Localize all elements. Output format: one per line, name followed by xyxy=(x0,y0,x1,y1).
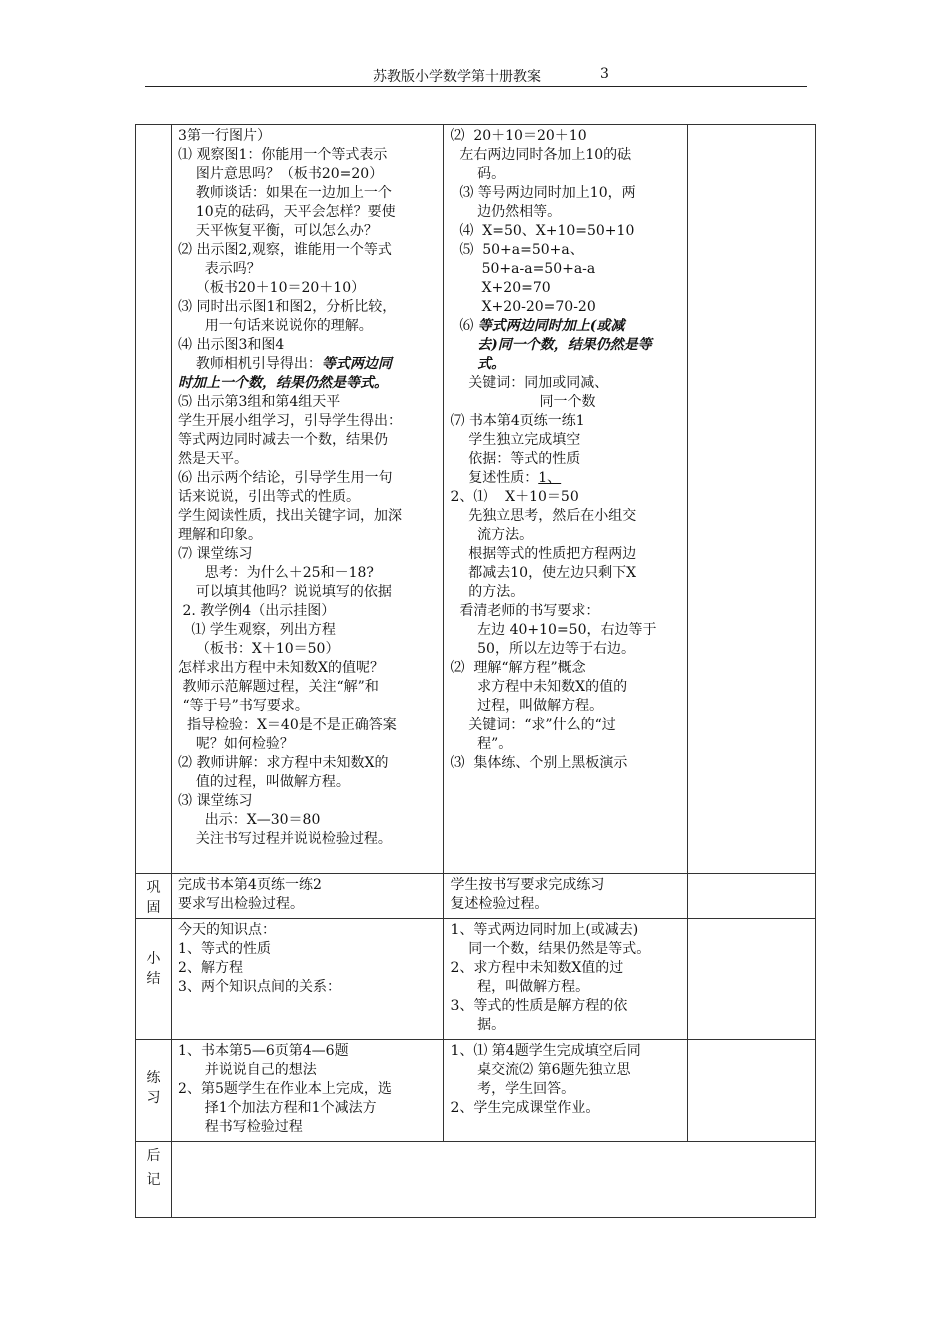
teacher-activity-cell xyxy=(172,1040,444,1142)
row-label-cell xyxy=(136,1142,172,1218)
notes-text xyxy=(688,874,815,880)
text-fragment: 教师相机引导得出： xyxy=(178,356,322,372)
text-line: ⑵ 理解“解方程”概念 xyxy=(450,660,586,676)
text-line: 求方程中未知数X的值的 xyxy=(450,679,628,695)
text-line: ⑹ 出示两个结论，引导学生用一句 xyxy=(178,470,393,486)
text-line: 理解和印象。 xyxy=(178,527,263,543)
teacher-activity-cell xyxy=(172,874,444,919)
key-conclusion-text: 去)同一个数，结果仍然是等 xyxy=(477,337,652,353)
text-line: 学生按书写要求完成练习 xyxy=(450,877,605,893)
text-line: ⑵ 出示图2,观察，谁能用一个等式 xyxy=(178,242,392,258)
text-line: ⑶ 集体练、个别上黑板演示 xyxy=(450,755,628,771)
text-line: 边仍然相等。 xyxy=(450,204,562,220)
text-line: 3、等式的性质是解方程的依 xyxy=(450,998,628,1014)
text-line: 依据：等式的性质 xyxy=(450,451,581,467)
text-line: 左边 40+10=50，右边等于 xyxy=(450,622,657,638)
summary-row xyxy=(136,919,816,1040)
teacher-activity-cell xyxy=(172,125,444,874)
text-line: 左右两边同时各加上10的砝 xyxy=(450,147,632,163)
text-line: 同一个数，结果仍然是等式。 xyxy=(450,941,651,957)
key-conclusion-text: 等式两边同 xyxy=(321,356,392,372)
text-line xyxy=(450,317,682,336)
text-line: 考，学生回答。 xyxy=(450,1081,576,1097)
row-label-char: 小 xyxy=(146,951,161,967)
text-line: ⑴ 学生观察，列出方程 xyxy=(178,622,336,638)
text-line: 根据等式的性质把方程两边 xyxy=(450,546,637,562)
text-line: 出示：X—30＝80 xyxy=(178,812,321,828)
text-line: ⑺ 书本第4页练一练1 xyxy=(450,413,585,429)
text-line: ⑸ 50+a=50+a、 xyxy=(450,242,584,258)
page-number: 3 xyxy=(600,66,609,82)
row-label-char: 后 xyxy=(146,1148,161,1164)
text-line: 看清老师的书写要求： xyxy=(450,603,600,619)
text-line: 话来说说，引出等式的性质。 xyxy=(178,489,361,505)
text-line: 码。 xyxy=(450,166,506,182)
text-line: 思考：为什么＋25和－18? xyxy=(178,565,374,581)
text-line: 用一句话来说说你的理解。 xyxy=(178,318,373,334)
text-line: 3、两个知识点间的关系： xyxy=(178,979,341,995)
row-label-cell xyxy=(136,919,172,1040)
text-line: 2. 教学例4（出示挂图） xyxy=(178,603,336,619)
notes-text xyxy=(688,125,815,131)
text-line: 2、求方程中未知数X值的过 xyxy=(450,960,624,976)
text-line: ⑷ X=50、X+10=50+10 xyxy=(450,223,635,239)
afterword-content-cell xyxy=(172,1142,816,1218)
text-line: X+20=70 xyxy=(450,280,551,296)
teaching-process-row xyxy=(136,125,816,874)
text-line: 表示吗？ xyxy=(178,261,261,277)
row-label-cell xyxy=(136,1040,172,1142)
text-line: 教师谈话：如果在一边加上一个 xyxy=(178,185,392,201)
text-line: 2、学生完成课堂作业。 xyxy=(450,1100,600,1116)
text-line: 据。 xyxy=(450,1017,506,1033)
text-line: 2、⑴ X＋10＝50 xyxy=(450,489,579,505)
text-fragment: ⑹ xyxy=(450,318,478,334)
text-line: 等式两边同时减去一个数，结果仍 xyxy=(178,432,389,448)
text-line: 今天的知识点： xyxy=(178,922,277,938)
student-activity-cell xyxy=(444,1040,687,1142)
text-line: 2、第5题学生在作业本上完成，选 xyxy=(178,1081,392,1097)
text-line: ⑺ 课堂练习 xyxy=(178,546,253,562)
row-label-char: 习 xyxy=(146,1090,161,1106)
text-line: （板书：X＋10＝50） xyxy=(178,641,340,657)
text-line: 图片意思吗？（板书20=20） xyxy=(178,166,384,182)
student-activity-cell xyxy=(444,874,687,919)
text-line: ⑶ 同时出示图1和图2，分析比较， xyxy=(178,299,397,315)
notes-text xyxy=(688,919,815,925)
text-line: 桌交流⑵ 第6题先独立思 xyxy=(450,1062,631,1078)
text-line: 都减去10，使左边只剩下X xyxy=(450,565,637,581)
student-activity-cell xyxy=(444,919,687,1040)
text-line: 关注书写过程并说说检验过程。 xyxy=(178,831,392,847)
text-line: 要求写出检验过程。 xyxy=(178,896,305,912)
key-conclusion-text: 等式两边同时加上(或减 xyxy=(477,318,625,334)
text-line: 1、等式两边同时加上(或减去) xyxy=(450,922,639,938)
notes-cell xyxy=(687,919,815,1040)
text-line: （板书20＋10＝20＋10） xyxy=(178,280,366,296)
notes-text xyxy=(688,1040,815,1046)
text-line: 完成书本第4页练一练2 xyxy=(178,877,322,893)
afterword-row xyxy=(136,1142,816,1218)
lesson-plan-table xyxy=(135,124,816,1218)
text-line: 择1个加法方程和1个减法方 xyxy=(178,1100,377,1116)
text-line: ⑶ 课堂练习 xyxy=(178,793,253,809)
row-label-cell xyxy=(136,874,172,919)
text-line: 的方法。 xyxy=(450,584,525,600)
text-line: 1、⑴ 第4题学生完成填空后同 xyxy=(450,1043,641,1059)
text-line: 学生阅读性质，找出关键字词，加深 xyxy=(178,508,403,524)
text-line: 指导检验：X＝40是不是正确答案 xyxy=(178,717,397,733)
row-label-char: 固 xyxy=(146,900,161,916)
text-line: 10克的砝码，天平会怎样？要使 xyxy=(178,204,396,220)
text-line xyxy=(450,355,682,374)
text-line: 关键词：同加或同减、 xyxy=(450,375,609,391)
key-conclusion-text: 式。 xyxy=(477,356,506,372)
text-line: ⑷ 出示图3和图4 xyxy=(178,337,285,353)
text-line: “等于号”书写要求。 xyxy=(178,698,309,714)
text-fragment: 复述性质： xyxy=(450,470,539,486)
row-label-char: 结 xyxy=(146,971,161,987)
underlined-text: 1、 xyxy=(538,470,562,486)
text-line: 天平恢复平衡，可以怎么办？ xyxy=(178,223,378,239)
text-line: X+20-20=70-20 xyxy=(450,299,596,315)
text-line: 呢？如何检验？ xyxy=(178,736,294,752)
text-line: 流方法。 xyxy=(450,527,534,543)
text-line xyxy=(450,336,682,355)
row-label-char: 巩 xyxy=(146,880,161,896)
text-line: 然是天平。 xyxy=(178,451,249,467)
text-line: 同一个数 xyxy=(450,394,596,410)
document-title: 苏教版小学数学第十册教案 xyxy=(373,69,541,85)
text-line: 1、书本第5—6页第4—6题 xyxy=(178,1043,349,1059)
text-line: 2、解方程 xyxy=(178,960,243,976)
text-line: 值的过程，叫做解方程。 xyxy=(178,774,350,790)
notes-cell xyxy=(687,874,815,919)
row-label-char: 记 xyxy=(146,1172,161,1188)
row-label-char: 练 xyxy=(146,1070,161,1086)
text-line: 复述检验过程。 xyxy=(450,896,549,912)
afterword-text xyxy=(172,1142,815,1148)
text-line: 可以填其他吗？说说填写的依据 xyxy=(178,584,392,600)
text-line: ⑴ 观察图1：你能用一个等式表示 xyxy=(178,147,388,163)
student-activity-cell xyxy=(444,125,687,874)
text-line: 并说说自己的想法 xyxy=(178,1062,317,1078)
page-header xyxy=(145,64,807,87)
text-line xyxy=(450,469,682,488)
text-line: ⑶ 等号两边同时加上10，两 xyxy=(450,185,636,201)
practice-row xyxy=(136,1040,816,1142)
text-line: 50+a-a=50+a-a xyxy=(450,261,596,277)
text-line: 程”。 xyxy=(450,736,513,752)
notes-cell xyxy=(687,1040,815,1142)
text-line: 怎样求出方程中未知数X的值呢？ xyxy=(178,660,385,676)
consolidation-row xyxy=(136,874,816,919)
text-line: 教师示范解题过程，关注“解”和 xyxy=(178,679,379,695)
text-line: ⑸ 出示第3组和第4组天平 xyxy=(178,394,341,410)
row-label-cell xyxy=(136,125,172,874)
text-line: 程书写检验过程 xyxy=(178,1119,303,1135)
notes-cell xyxy=(687,125,815,874)
text-line xyxy=(178,355,439,374)
teacher-activity-cell xyxy=(172,919,444,1040)
text-line: 程，叫做解方程。 xyxy=(450,979,590,995)
text-line: 50，所以左边等于右边。 xyxy=(450,641,635,657)
text-line: 学生独立完成填空 xyxy=(450,432,581,448)
text-line: 关键词：“求”什么的“过 xyxy=(450,717,616,733)
text-line: 学生开展小组学习，引导学生得出： xyxy=(178,413,403,429)
text-line: 1、等式的性质 xyxy=(178,941,271,957)
text-line: 先独立思考，然后在小组交 xyxy=(450,508,637,524)
key-conclusion-text: 时加上一个数，结果仍然是等式。 xyxy=(178,375,389,391)
text-line: 3第一行图片） xyxy=(178,128,271,144)
text-line: ⑵ 20＋10＝20＋10 xyxy=(450,128,587,144)
text-line: 过程，叫做解方程。 xyxy=(450,698,604,714)
text-line: ⑵ 教师讲解：求方程中未知数X的 xyxy=(178,755,389,771)
